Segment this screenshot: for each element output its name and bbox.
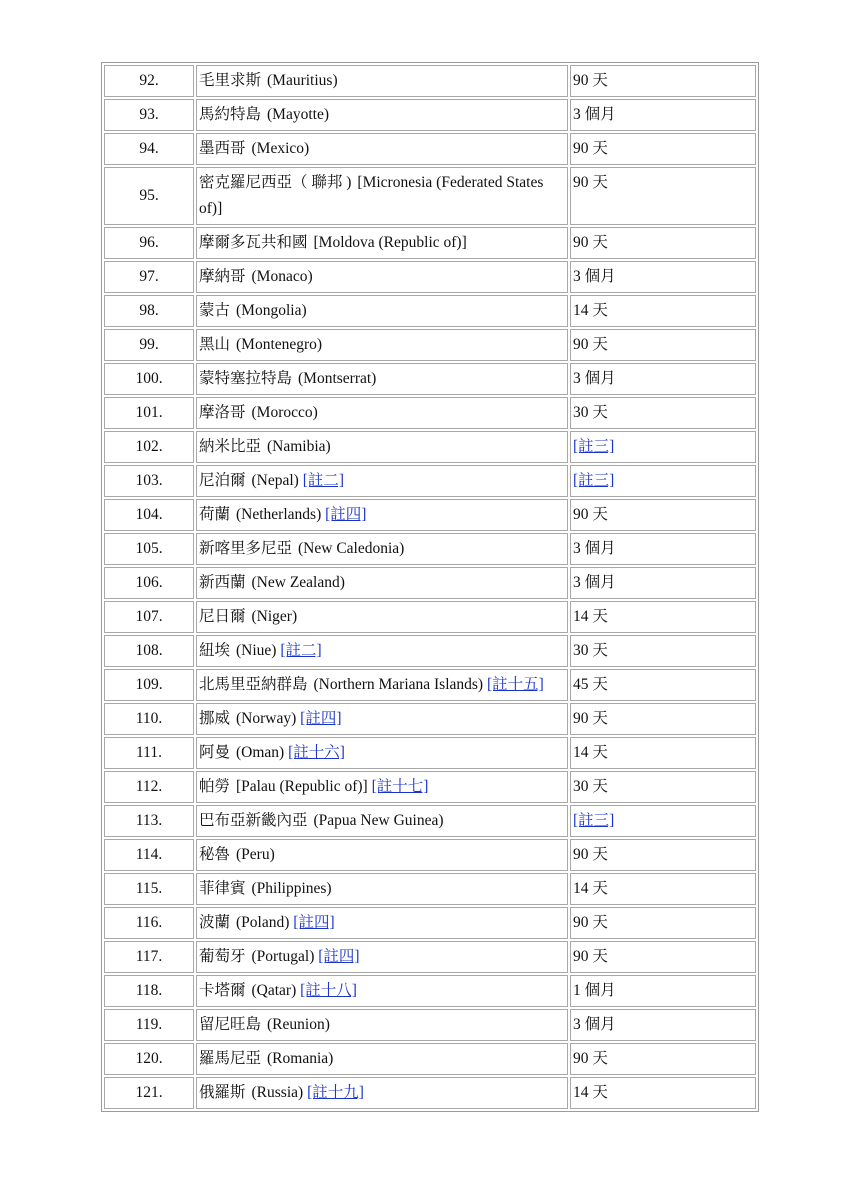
stay-period: 14 天 [573,880,608,897]
table-row [104,839,756,871]
table-row [104,907,756,939]
country-name-zh: 阿曼 [199,744,231,761]
stay-period: 90 天 [573,506,608,523]
table-row [104,227,756,259]
country-cell [196,533,568,565]
stay-period-cell [570,295,756,327]
country-name-en: (Poland) [236,914,290,931]
country-name-zh: 墨西哥 [199,140,246,157]
row-number: 117. [104,941,194,973]
row-number: 103. [104,465,194,497]
stay-period-cell [570,941,756,973]
stay-period-cell [570,771,756,803]
table-row [104,363,756,395]
country-cell [196,635,568,667]
table-row [104,1043,756,1075]
row-number: 120. [104,1043,194,1075]
row-number: 93. [104,99,194,131]
country-name-zh: 納米比亞 [199,438,262,455]
country-cell [196,167,568,225]
country-name-zh: 波蘭 [199,914,231,931]
country-cell [196,567,568,599]
country-name-en: [Palau (Republic of)] [236,778,368,795]
country-name-en: (Russia) [251,1084,304,1101]
stay-period-cell [570,499,756,531]
country-name-zh: 紐埃 [199,642,231,659]
stay-period: 90 天 [573,846,608,863]
stay-period: 90 天 [573,710,608,727]
country-name-zh: 荷蘭 [199,506,231,523]
stay-footnote-link[interactable]: [註三] [573,472,615,489]
stay-period-cell [570,669,756,701]
country-name-zh: 尼日爾 [199,608,246,625]
country-name-en: (Peru) [236,846,275,863]
country-name-en: (Nepal) [251,472,299,489]
stay-period: 90 天 [573,1050,608,1067]
row-number: 121. [104,1077,194,1109]
visa-free-table [101,62,759,1112]
stay-period: 3 個月 [573,540,616,557]
stay-period: 3 個月 [573,268,616,285]
stay-period-cell [570,363,756,395]
country-cell [196,907,568,939]
stay-period-cell [570,65,756,97]
row-number: 112. [104,771,194,803]
footnote-link[interactable]: [註四] [325,506,367,523]
country-name-zh: 摩納哥 [199,268,246,285]
stay-period: 30 天 [573,642,608,659]
stay-period-cell [570,261,756,293]
stay-period-cell [570,635,756,667]
row-number: 115. [104,873,194,905]
country-name-en: (Portugal) [251,948,315,965]
country-cell [196,295,568,327]
table-body [104,65,756,1109]
table-row [104,805,756,837]
table-row [104,737,756,769]
row-number: 100. [104,363,194,395]
country-name-zh: 密克羅尼西亞（ 聯邦 ) [199,174,352,191]
footnote-link[interactable]: [註二] [280,642,322,659]
stay-footnote-link[interactable]: [註三] [573,438,615,455]
stay-period-cell [570,567,756,599]
stay-period-cell [570,133,756,165]
stay-period: 1 個月 [573,982,616,999]
table-row [104,941,756,973]
country-cell [196,363,568,395]
table-row [104,1009,756,1041]
stay-footnote-link[interactable]: [註三] [573,812,615,829]
row-number: 108. [104,635,194,667]
row-number: 92. [104,65,194,97]
row-number: 105. [104,533,194,565]
row-number: 119. [104,1009,194,1041]
country-name-zh: 摩爾多瓦共和國 [199,234,308,251]
country-cell [196,805,568,837]
country-name-zh: 尼泊爾 [199,472,246,489]
footnote-link[interactable]: [註十八] [300,982,357,999]
country-name-zh: 馬約特島 [199,106,262,123]
table-row [104,99,756,131]
row-number: 107. [104,601,194,633]
stay-period-cell [570,1077,756,1109]
stay-period-cell [570,907,756,939]
country-name-en: (Morocco) [251,404,318,421]
country-name-zh: 新西蘭 [199,574,246,591]
country-name-zh: 卡塔爾 [199,982,246,999]
stay-period-cell [570,975,756,1007]
stay-period: 90 天 [573,914,608,931]
country-name-en: [Moldova (Republic of)] [313,234,467,251]
country-name-en: (Northern Mariana Islands) [313,676,484,693]
country-name-zh: 挪威 [199,710,231,727]
row-number: 94. [104,133,194,165]
country-name-en: (Mauritius) [267,72,338,89]
country-cell [196,669,568,701]
country-name-zh: 帕勞 [199,778,231,795]
country-cell [196,737,568,769]
country-cell [196,227,568,259]
row-number: 101. [104,397,194,429]
footnote-link[interactable]: [註十九] [307,1084,364,1101]
stay-period-cell [570,805,756,837]
country-cell [196,873,568,905]
table-row [104,533,756,565]
table-row [104,431,756,463]
table-row [104,635,756,667]
row-number: 97. [104,261,194,293]
stay-period: 14 天 [573,1084,608,1101]
table-row [104,329,756,361]
country-cell [196,465,568,497]
country-cell [196,499,568,531]
row-number: 118. [104,975,194,1007]
stay-period-cell [570,99,756,131]
table-row [104,133,756,165]
stay-period: 30 天 [573,778,608,795]
stay-period-cell [570,703,756,735]
stay-period: 3 個月 [573,574,616,591]
table-row [104,1077,756,1109]
country-cell [196,329,568,361]
stay-period: 14 天 [573,744,608,761]
table-row [104,465,756,497]
country-name-en: (Norway) [236,710,297,727]
footnote-link[interactable]: [註十六] [288,744,345,761]
stay-period: 45 天 [573,676,608,693]
table-row [104,771,756,803]
country-cell [196,975,568,1007]
country-name-zh: 葡萄牙 [199,948,246,965]
country-cell [196,99,568,131]
row-number: 104. [104,499,194,531]
country-name-zh: 俄羅斯 [199,1084,246,1101]
stay-period: 90 天 [573,336,608,353]
stay-period-cell [570,873,756,905]
country-cell [196,839,568,871]
row-number: 116. [104,907,194,939]
country-name-zh: 巴布亞新畿內亞 [199,812,308,829]
table-row [104,397,756,429]
table-row [104,601,756,633]
table-row [104,567,756,599]
stay-period: 90 天 [573,948,608,965]
stay-period: 30 天 [573,404,608,421]
stay-period: 14 天 [573,608,608,625]
stay-period-cell [570,167,756,225]
table-row [104,873,756,905]
stay-period: 3 個月 [573,106,616,123]
country-name-zh: 蒙特塞拉特島 [199,370,293,387]
stay-period: 90 天 [573,174,608,191]
row-number: 113. [104,805,194,837]
table-row [104,703,756,735]
table-row [104,669,756,701]
country-cell [196,703,568,735]
row-number: 109. [104,669,194,701]
country-name-en: [Micronesia (Federated States of)] [199,174,544,217]
country-name-en: (Philippines) [251,880,332,897]
stay-period-cell [570,1043,756,1075]
country-name-en: (Reunion) [267,1016,330,1033]
stay-period: 3 個月 [573,1016,616,1033]
row-number: 111. [104,737,194,769]
country-name-en: (New Zealand) [251,574,345,591]
country-name-zh: 秘魯 [199,846,231,863]
country-name-en: (Papua New Guinea) [313,812,444,829]
country-cell [196,65,568,97]
row-number: 114. [104,839,194,871]
row-number: 110. [104,703,194,735]
footnote-link[interactable]: [註二] [302,472,345,489]
country-name-en: (Montserrat) [298,370,377,387]
country-name-zh: 北馬里亞納群島 [199,676,308,693]
stay-period-cell [570,533,756,565]
country-name-en: (Namibia) [267,438,331,455]
country-cell [196,1043,568,1075]
stay-period-cell [570,1009,756,1041]
stay-period-cell [570,227,756,259]
country-name-en: (Qatar) [251,982,297,999]
footnote-link[interactable]: [註十七] [371,778,429,795]
country-name-zh: 菲律賓 [199,880,246,897]
table-row [104,295,756,327]
country-name-en: (Mayotte) [267,106,329,123]
row-number: 106. [104,567,194,599]
stay-period: 3 個月 [573,370,616,387]
stay-period-cell [570,839,756,871]
table-row [104,975,756,1007]
country-name-en: (Netherlands) [236,506,322,523]
table-row [104,499,756,531]
country-name-en: (Niue) [236,642,277,659]
country-name-zh: 摩洛哥 [199,404,246,421]
stay-period-cell [570,601,756,633]
country-name-en: (New Caledonia) [298,540,405,557]
footnote-link[interactable]: [註十五] [486,676,544,693]
stay-period-cell [570,465,756,497]
country-cell [196,1077,568,1109]
country-name-zh: 羅馬尼亞 [199,1050,262,1067]
row-number: 102. [104,431,194,463]
footnote-link[interactable]: [註四] [318,948,360,965]
stay-period: 90 天 [573,234,608,251]
stay-period-cell [570,329,756,361]
row-number: 96. [104,227,194,259]
footnote-link[interactable]: [註四] [293,914,335,931]
stay-period: 90 天 [573,72,608,89]
country-name-en: (Montenegro) [236,336,323,353]
country-name-zh: 留尼旺島 [199,1016,262,1033]
table-row [104,167,756,225]
country-cell [196,1009,568,1041]
table-row [104,65,756,97]
stay-period-cell [570,431,756,463]
country-name-zh: 毛里求斯 [199,72,262,89]
country-name-zh: 蒙古 [199,302,231,319]
stay-period-cell [570,397,756,429]
country-name-zh: 新喀里多尼亞 [199,540,293,557]
country-name-en: (Mexico) [251,140,310,157]
country-name-zh: 黑山 [199,336,231,353]
stay-period: 90 天 [573,140,608,157]
table-row [104,261,756,293]
stay-period: 14 天 [573,302,608,319]
country-cell [196,261,568,293]
country-cell [196,941,568,973]
country-name-en: (Romania) [267,1050,334,1067]
country-name-en: (Oman) [236,744,285,761]
country-name-en: (Mongolia) [236,302,307,319]
stay-period-cell [570,737,756,769]
country-cell [196,431,568,463]
footnote-link[interactable]: [註四] [300,710,342,727]
row-number: 95. [104,167,194,225]
country-name-en: (Monaco) [251,268,313,285]
country-cell [196,771,568,803]
row-number: 99. [104,329,194,361]
country-cell [196,601,568,633]
country-cell [196,133,568,165]
row-number: 98. [104,295,194,327]
country-name-en: (Niger) [251,608,298,625]
country-cell [196,397,568,429]
